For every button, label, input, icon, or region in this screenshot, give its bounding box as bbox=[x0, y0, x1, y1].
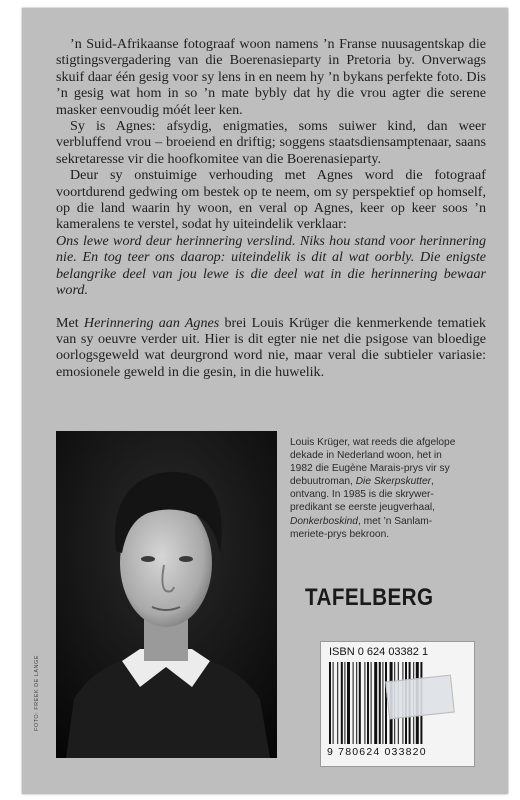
blurb-paragraph-3: Deur sy onstuimige verhouding met Agnes word die fotograaf voortdurend gedwing om bestek op te neem, om sy perspektief op homself, op die land waarin hy woon, en veral op Agnes, keer op keer soos ’n kameralens te verstel, sodat hy uiteindelik verklaar: bbox=[56, 167, 486, 233]
barcode-panel bbox=[320, 641, 475, 767]
blurb-paragraph-2: Sy is Agnes: afsydig, enigmaties, soms suiwer kind, dan weer verbluffend vrou – broeiend en driftig; soggens staatsdiensamptenaar, saans sekretaresse vir die hoofkomitee van die Boerenasieparty. bbox=[56, 118, 486, 167]
author-portrait-image bbox=[56, 431, 277, 758]
isbn-number: ISBN 0 624 03382 1 bbox=[329, 646, 429, 658]
blurb-paragraph-1: ’n Suid-Afrikaanse fotograaf woon namens ’n Franse nuusagentskap die stigtingsvergadering van die Boerenasieparty in Pretoria by. Onverwags skuif daar één gesig voor sy lens in en neem hy ’n bykans perfekte foto. Dis ’n gesig wat hom in so ’n mate bybly dat hy die vrou agter die serene masker eenvoudig móét leer ken. bbox=[56, 36, 486, 118]
price-sticker-residue bbox=[385, 675, 455, 720]
author-photo bbox=[56, 431, 277, 758]
bio-title-2: Donkerboskind bbox=[290, 515, 358, 527]
photo-credit: FOTO: FREEK DE LANGE bbox=[34, 655, 40, 731]
author-bio: Louis Krüger, wat reeds die afgelope dekade in Nederland woon, het in 1982 die Eugène Marais-prys vir sy debuutroman, Die Skerpskutter, ontvang. In 1985 is die skrywer-predikant se eerste jeugverhaal, Donkerboskind, met ’n Sanlam-meriete-prys bekroon. bbox=[290, 437, 456, 540]
book-back-cover bbox=[22, 8, 508, 794]
blurb-text bbox=[56, 36, 486, 380]
ean-number: 9 780624 033820 bbox=[327, 746, 427, 758]
publisher-logo: TAFELBERG bbox=[305, 584, 434, 611]
blurb-paragraph-4: Met Herinnering aan Agnes brei Louis Krüger die kenmerkende tematiek van sy oeuvre verder uit. Hier is dit egter nie net die psigose van bloedige oorlogsgeweld wat deurgrond word nie, maar veral die subtieler variasie: emosionele geweld in die gesin, in die huwelik. bbox=[56, 314, 486, 380]
bio-title-1: Die Skerpskutter bbox=[355, 476, 432, 488]
novel-title: Herinnering aan Agnes bbox=[83, 314, 220, 331]
blurb-quote: Ons lewe word deur herinnering verslind. Niks hou stand voor herinnering nie. En tog teer ons daarop: uiteindelik is dit al wat oorbly. Die enigste belangrike deel van jou lewe is die deel wat in die herinnering bewaar word. bbox=[56, 232, 486, 299]
